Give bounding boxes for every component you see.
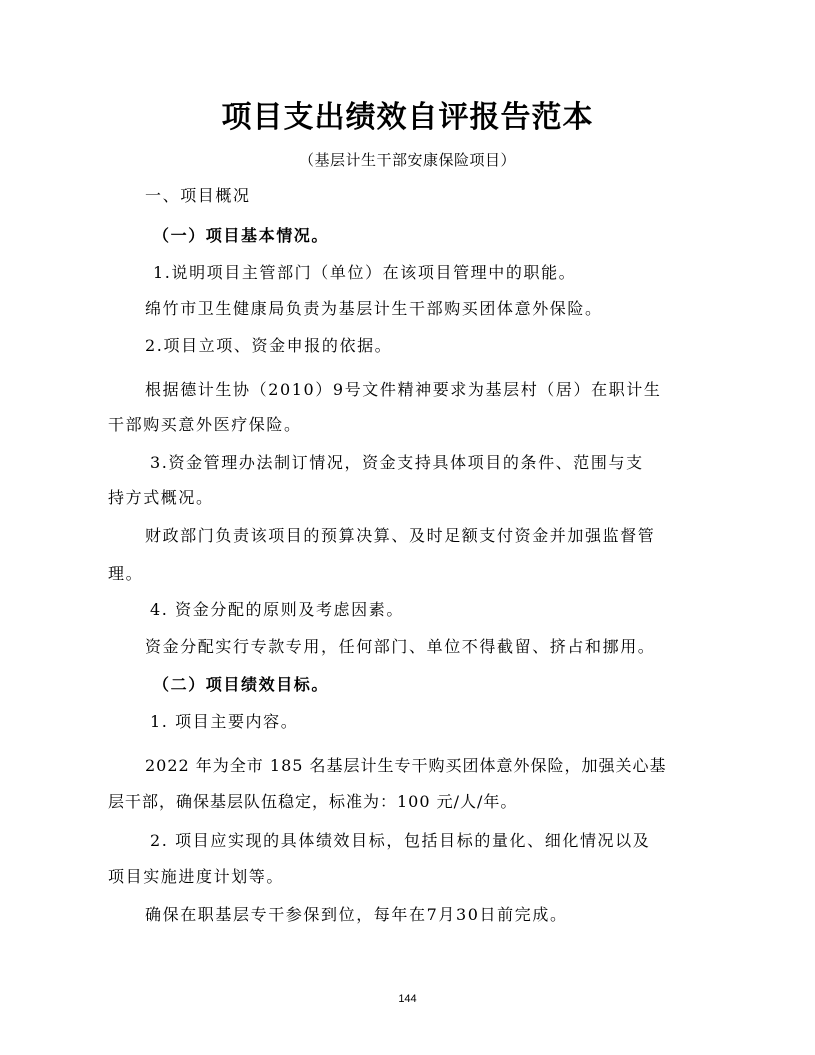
goal-heading-1: 1. 项目主要内容。 — [150, 712, 299, 731]
item-heading-1: 1.说明项目主管部门（单位）在该项目管理中的职能。 — [153, 263, 577, 282]
goal-heading-2-line1: 2. 项目应实现的具体绩效目标，包括目标的量化、细化情况以及 — [150, 831, 651, 850]
item-text-4: 资金分配实行专款专用，任何部门、单位不得截留、挤占和挪用。 — [145, 637, 656, 656]
item-text-1: 绵竹市卫生健康局负责为基层计生干部购买团体意外保险。 — [145, 299, 603, 318]
goal-text-1-line2: 层干部，确保基层队伍稳定，标准为：100 元/人/年。 — [108, 792, 518, 811]
goal-text-1-line1: 2022 年为全市 185 名基层计生专干购买团体意外保险，加强关心基 — [145, 756, 667, 775]
page-title: 项目支出绩效自评报告范本 — [221, 100, 594, 135]
item-text-3-line1: 财政部门负责该项目的预算决算、及时足额支付资金并加强监督管 — [145, 526, 656, 545]
item-heading-4: 4. 资金分配的原则及考虑因素。 — [150, 600, 404, 619]
item-text-2-line1: 根据德计生协（2010）9号文件精神要求为基层村（居）在职计生 — [145, 380, 662, 399]
item-text-3-line2: 理。 — [108, 564, 144, 583]
item-heading-2: 2.项目立项、资金申报的依据。 — [145, 336, 393, 355]
page-number: 144 — [398, 993, 417, 1005]
item-text-2-line2: 干部购买意外医疗保险。 — [108, 415, 302, 434]
item-heading-3-line1: 3.资金管理办法制订情况，资金支持具体项目的条件、范围与支 — [150, 453, 644, 472]
goal-text-2: 确保在职基层专干参保到位，每年在7月30日前完成。 — [145, 905, 568, 924]
section-heading-overview: 一、项目概况 — [145, 186, 251, 205]
subsection-heading-goals: （二）项目绩效目标。 — [153, 675, 330, 694]
page-subtitle: （基层计生干部安康保险项目） — [298, 151, 516, 169]
goal-heading-2-line2: 项目实施进度计划等。 — [108, 867, 285, 886]
subsection-heading-basic: （一）项目基本情况。 — [153, 226, 330, 245]
item-heading-3-line2: 持方式概况。 — [108, 488, 214, 507]
